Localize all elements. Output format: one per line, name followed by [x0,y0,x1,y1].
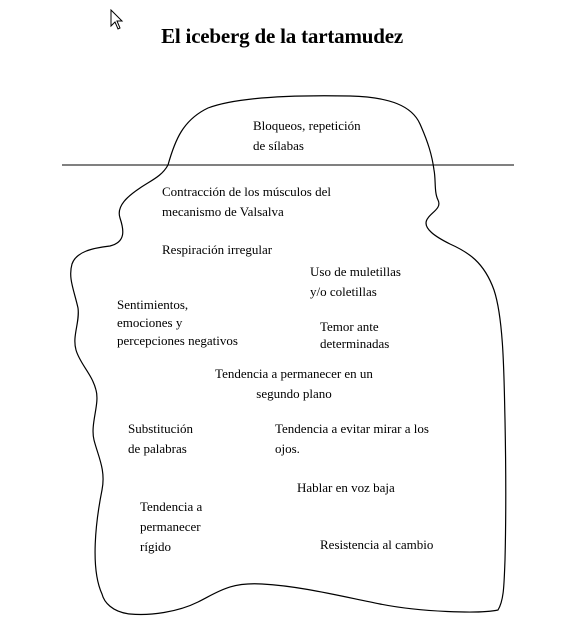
label-line: Contracción de los músculos del [162,184,331,199]
label-respiracion [162,240,272,260]
label-substitucion [128,419,193,459]
label-temor [320,318,389,355]
label-line: Sentimientos, [117,297,189,312]
label-muletillas [310,262,401,302]
label-line: Hablar en voz baja [297,480,395,495]
label-line: segundo plano [256,386,332,401]
label-line: Tendencia a evitar mirar a los [275,421,429,436]
label-line: Uso de muletillas [310,264,401,279]
label-rigido [140,497,202,557]
label-line: emociones y [117,315,183,330]
label-line: Respiración irregular [162,242,273,257]
label-line: Tendencia a [140,499,203,514]
label-line: Temor ante [320,319,379,334]
label-bloqueos [253,116,361,156]
iceberg-outline [71,96,506,615]
label-line: percepciones negativos [117,333,238,348]
label-sentimientos [117,296,238,350]
label-line: Tendencia a permanecer en un [215,366,373,381]
label-evitar-mirar [275,419,429,459]
label-voz-baja [297,478,395,498]
label-line: ojos. [275,441,300,456]
label-contraccion [162,182,331,222]
label-line: determinadas [320,336,390,351]
label-resistencia [320,535,433,555]
label-line: Resistencia al cambio [320,537,434,552]
label-line: Substitución [128,421,194,436]
label-line: de sílabas [253,138,304,153]
label-line: Bloqueos, repetición [253,118,361,133]
label-line: rígido [140,539,172,554]
diagram-title: El iceberg de la tartamudez [161,24,403,48]
label-line: mecanismo de Valsalva [162,204,284,219]
label-line: de palabras [128,441,187,456]
label-line: y/o coletillas [310,284,377,299]
label-segundo-plano [196,364,392,404]
label-line: permanecer [140,519,201,534]
